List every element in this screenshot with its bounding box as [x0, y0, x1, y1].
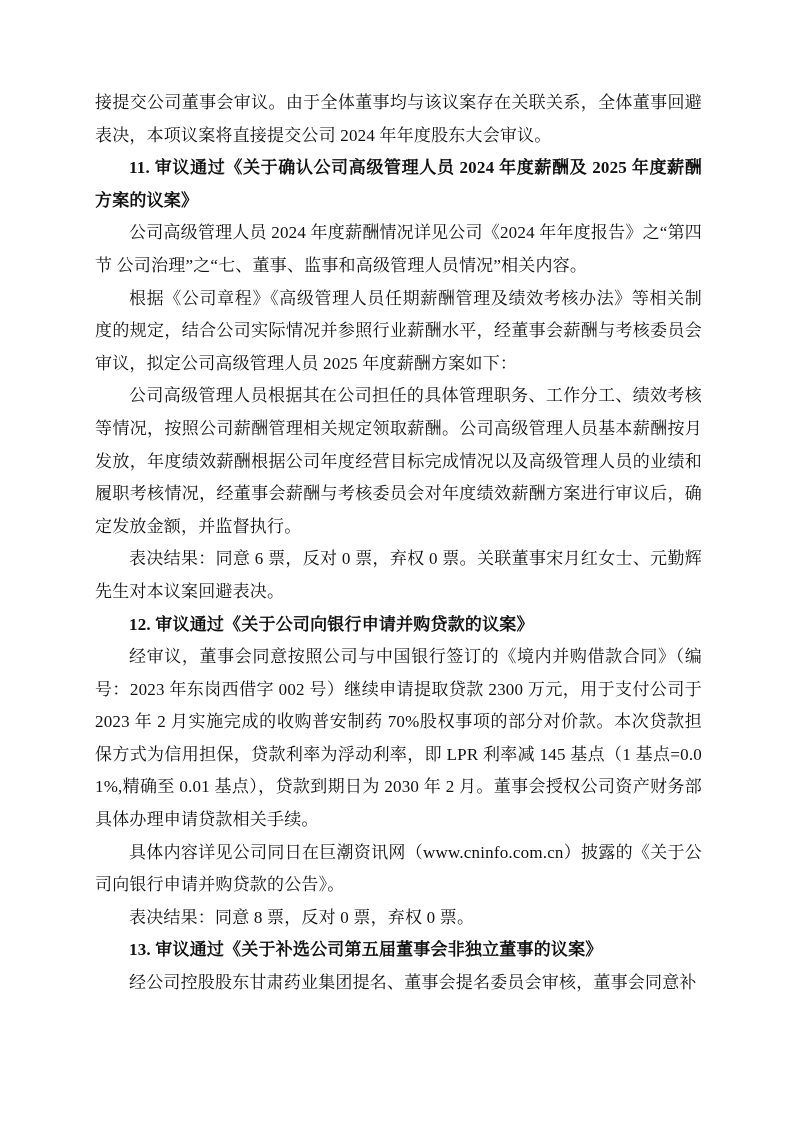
item-11-heading: 11. 审议通过《关于确认公司高级管理人员 2024 年度薪酬及 2025 年度薪酬方案的议案》 — [95, 158, 702, 210]
paragraph-continuation: 接提交公司董事会审议。由于全体董事均与该议案存在关联关系，全体董事回避表决，本项议案将直接提交公司 2024 年年度股东大会审议。 — [95, 93, 702, 145]
paragraph-salary-2024-reference: 公司高级管理人员 2024 年度薪酬情况详见公司《2024 年年度报告》之“第四节 公司治理”之“七、董事、监事和高级管理人员情况”相关内容。 — [95, 223, 702, 275]
item-13-heading: 13. 审议通过《关于补选公司第五届董事会非独立董事的议案》 — [129, 940, 603, 960]
vote-result-item-12: 表决结果：同意 8 票，反对 0 票，弃权 0 票。 — [129, 907, 475, 927]
paragraph-director-nomination: 经公司控股股东甘肃药业集团提名、董事会提名委员会审核，董事会同意补 — [129, 973, 697, 993]
vote-result-item-11: 表决结果：同意 6 票，反对 0 票，弃权 0 票。关联董事宋月红女士、元勤辉先生对本议案回避表决。 — [95, 549, 702, 601]
paragraph-loan-detail: 经审议，董事会同意按照公司与中国银行签订的《境内并购借款合同》（编号：2023 年东岗西借字 002 号）继续申请提取贷款 2300 万元，用于支付公司于 2023 年 2 月实施完成的收购普安制药 70%股权事项的部分对价款。本次贷款担保方式为信用担保，贷款利率为浮动利率，即 LPR 利率减 145 基点（1 基点=0.01%,精确至 0.01 基点），贷款到期日为 2030 年 2 月。董事会授权公司资产财务部具体办理申请贷款相关手续。 — [95, 647, 702, 830]
item-12-heading: 12. 审议通过《关于公司向银行申请并购贷款的议案》 — [129, 614, 534, 634]
paragraph-salary-basis: 根据《公司章程》《高级管理人员任期薪酬管理及绩效考核办法》等相关制度的规定，结合公司实际情况并参照行业薪酬水平，经董事会薪酬与考核委员会审议，拟定公司高级管理人员 2025 年度薪酬方案如下： — [95, 288, 702, 373]
paragraph-salary-plan-detail: 公司高级管理人员根据其在公司担任的具体管理职务、工作分工、绩效考核等情况，按照公司薪酬管理相关规定领取薪酬。公司高级管理人员基本薪酬按月发放，年度绩效薪酬根据公司年度经营目标完成情况以及高级管理人员的业绩和履职考核情况，经董事会薪酬与考核委员会对年度绩效薪酬方案进行审议后，确定发放金额，并监督执行。 — [95, 386, 702, 536]
paragraph-disclosure-reference: 具体内容详见公司同日在巨潮资讯网（www.cninfo.com.cn）披露的《关于公司向银行申请并购贷款的公告》。 — [95, 842, 702, 895]
